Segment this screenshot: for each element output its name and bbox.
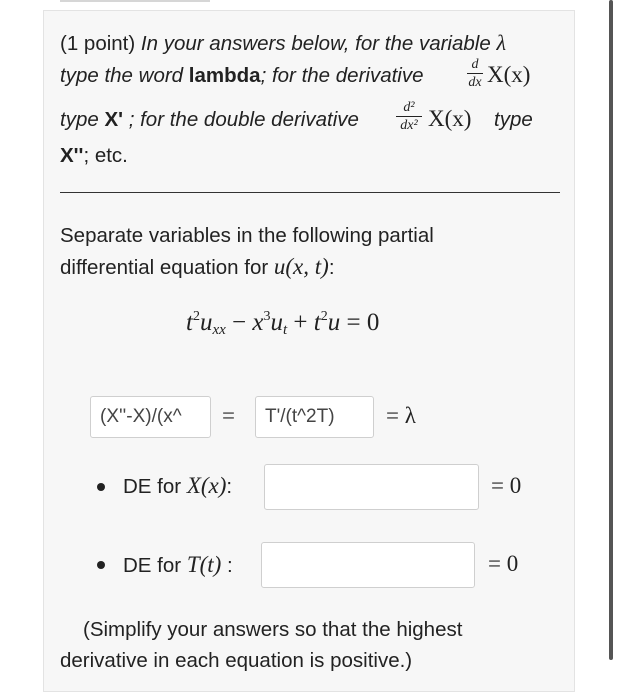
derivative-func: X(x): [487, 62, 531, 87]
problem-line-2: [60, 254, 335, 281]
de-label-text: DE for: [123, 554, 182, 577]
colon: :: [328, 256, 335, 279]
points-label: (1 point): [60, 32, 136, 55]
exponent: 3: [263, 309, 271, 324]
intro-text: type: [60, 108, 99, 131]
function-u: u(x, t): [273, 254, 329, 279]
de-x-label: [123, 473, 232, 500]
section-divider: [60, 192, 560, 193]
fraction-numerator: d²: [403, 100, 415, 115]
var-u: u: [199, 309, 213, 336]
intro-text: type the word: [60, 64, 184, 87]
x-double-prime-word: X'': [60, 144, 84, 167]
intro-line-4: [60, 143, 128, 169]
intro-type-word: type: [494, 108, 533, 131]
var-t: t: [186, 309, 193, 336]
exponent: 2: [192, 309, 200, 324]
var-t: t: [313, 309, 321, 336]
derivative-fraction: [467, 57, 483, 90]
operator: +: [287, 309, 314, 336]
var-u: u: [270, 309, 283, 336]
exponent: 2: [320, 309, 328, 324]
equals-lambda: = λ: [386, 403, 416, 428]
double-derivative-fraction: [396, 100, 422, 133]
separation-t-input[interactable]: T'/(t^2T): [255, 396, 374, 438]
de-t-input[interactable]: [261, 542, 475, 588]
fraction-denominator: dx: [468, 75, 482, 90]
de-t-equals-zero: = 0: [488, 551, 519, 576]
bullet: [97, 483, 105, 491]
subscript: xx: [212, 322, 226, 338]
footer-line-1: (Simplify your answers so that the highest: [83, 618, 463, 641]
colon: :: [221, 554, 233, 577]
fraction-numerator: d: [471, 57, 479, 72]
lambda-word: lambda: [188, 64, 261, 87]
equals-zero: = 0: [340, 309, 380, 336]
equals-sign: =: [222, 403, 235, 428]
var-x: x: [252, 309, 264, 336]
problem-text: differential equation for: [60, 256, 269, 279]
intro-line-3: [60, 107, 359, 133]
footer-line-2: derivative in each equation is positive.): [60, 649, 413, 672]
fraction-denominator: dx²: [400, 118, 418, 133]
de-label-text: DE for: [123, 475, 182, 498]
intro-text: ; for the double derivative: [128, 108, 359, 131]
problem-line-1: Separate variables in the following partial: [60, 224, 434, 247]
de-x-input[interactable]: [264, 464, 479, 510]
operator: −: [225, 309, 253, 336]
colon: :: [226, 475, 233, 498]
de-t-label: [123, 552, 233, 579]
bullet: [97, 561, 105, 569]
lambda-symbol: λ: [496, 30, 506, 55]
scrollbar[interactable]: [609, 0, 613, 660]
intro-text: ; etc.: [83, 144, 128, 167]
intro-line-1: [60, 30, 506, 57]
subscript: t: [283, 322, 288, 338]
intro-italic-text: In your answers below, for the variable: [140, 32, 491, 55]
separation-x-input[interactable]: (X''-X)/(x^: [90, 396, 211, 438]
x-prime-word: X': [104, 108, 124, 131]
var-u: u: [327, 309, 341, 336]
de-x-equals-zero: = 0: [491, 473, 522, 498]
function-t: T(t): [186, 552, 222, 577]
pde-equation: [186, 310, 379, 336]
function-x: X(x): [186, 473, 227, 498]
double-derivative-func: X(x): [428, 106, 472, 131]
intro-line-2: [60, 63, 424, 89]
intro-text: ; for the derivative: [260, 64, 424, 87]
top-divider: [60, 0, 210, 2]
